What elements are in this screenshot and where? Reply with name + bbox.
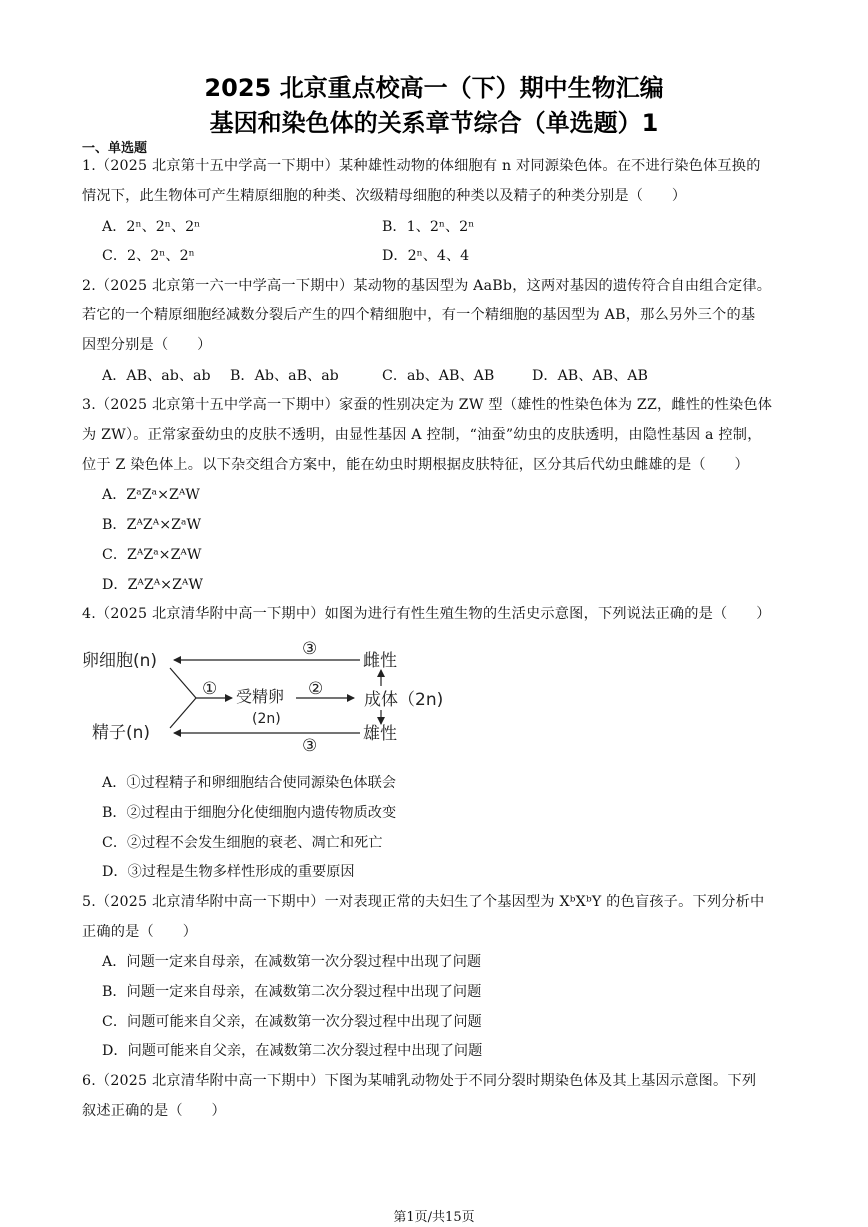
step-2-label: ② — [308, 679, 324, 699]
page-title: 2025 北京重点校高一（下）期中生物汇编 — [204, 74, 664, 102]
question-text: 因型分别是（ ） — [82, 337, 212, 353]
option-d[interactable]: D．ZᴬZᴬ×ZᴬW — [102, 577, 203, 593]
option-b[interactable]: B．1、2ⁿ、2ⁿ — [382, 219, 475, 235]
option-b[interactable]: B．②过程由于细胞分化使细胞内遗传物质改变 — [102, 805, 397, 821]
question-text: 位于 Z 染色体上。以下杂交组合方案中，能在幼虫时期根据皮肤特征，区分其后代幼虫雌雄的是（ ） — [82, 457, 749, 473]
question-text: 若它的一个精原细胞经减数分裂后产生的四个精细胞中，有一个精细胞的基因型为 AB，那么另外三个的基 — [82, 307, 756, 323]
step-3-bottom-label: ③ — [302, 736, 318, 754]
option-d[interactable]: D．问题可能来自父亲，在减数第二次分裂过程中出现了问题 — [102, 1043, 483, 1059]
male-label: 雄性 — [363, 724, 397, 744]
option-c[interactable]: C．ZᴬZᵃ×ZᴬW — [102, 547, 202, 563]
option-c[interactable]: C．问题可能来自父亲，在减数第一次分裂过程中出现了问题 — [102, 1014, 482, 1030]
question-text: 正确的是（ ） — [82, 924, 198, 940]
question-text: 4.（2025 北京清华附中高一下期中）如图为进行有性生殖生物的生活史示意图，下列说法正确的是（ ） — [82, 606, 771, 622]
fertilization-lines — [170, 668, 196, 728]
option-a[interactable]: A．①过程精子和卵细胞结合使同源染色体联会 — [102, 775, 396, 791]
option-b[interactable]: B．Ab、aB、ab — [230, 368, 339, 384]
question-text: 3.（2025 北京第十五中学高一下期中）家蚕的性别决定为 ZW 型（雄性的性染色体为 ZZ，雌性的性染色体 — [82, 397, 773, 413]
page-footer: 第1页/共15页 — [393, 1210, 475, 1225]
question-text: 情况下，此生物体可产生精原细胞的种类、次级精母细胞的种类以及精子的种类分别是（ ） — [82, 188, 687, 204]
question-text: 6.（2025 北京清华附中高一下期中）下图为某哺乳动物处于不同分裂时期染色体及其上基因示意图。下列 — [82, 1073, 757, 1089]
zygote-ploidy-label: (2n) — [252, 711, 281, 727]
option-d[interactable]: D．③过程是生物多样性形成的重要原因 — [102, 864, 355, 880]
option-a[interactable]: A．ZᵃZᵃ×ZᴬW — [102, 487, 200, 503]
section-label: 一、单选题 — [82, 141, 148, 156]
option-b[interactable]: B．ZᴬZᴬ×ZᵃW — [102, 517, 202, 533]
sperm-label: 精子(n) — [92, 723, 151, 743]
adult-label: 成体（2n) — [364, 690, 444, 710]
option-d[interactable]: D．2ⁿ、4、4 — [382, 248, 470, 264]
life-cycle-diagram — [78, 632, 458, 754]
step-3-top-label: ③ — [302, 639, 318, 659]
option-a[interactable]: A．问题一定来自母亲，在减数第一次分裂过程中出现了问题 — [102, 954, 482, 970]
option-b[interactable]: B．问题一定来自母亲，在减数第二次分裂过程中出现了问题 — [102, 984, 482, 1000]
egg-label: 卵细胞(n) — [82, 651, 158, 671]
option-c[interactable]: C．②过程不会发生细胞的衰老、凋亡和死亡 — [102, 835, 383, 851]
option-a[interactable]: A．AB、ab、ab — [102, 368, 211, 384]
option-a[interactable]: A．2ⁿ、2ⁿ、2ⁿ — [102, 219, 201, 235]
question-text: 为 ZW）。正常家蚕幼虫的皮肤不透明，由显性基因 A 控制，“油蚕”幼虫的皮肤透明，由隐性基因 a 控制， — [82, 427, 762, 443]
page-subtitle: 基因和染色体的关系章节综合（单选题）1 — [209, 109, 659, 137]
option-d[interactable]: D．AB、AB、AB — [532, 368, 648, 384]
question-text: 2.（2025 北京第一六一中学高一下期中）某动物的基因型为 AaBb，这两对基因的遗传符合自由组合定律。 — [82, 278, 772, 294]
zygote-label: 受精卵 — [236, 687, 285, 706]
question-text: 5.（2025 北京清华附中高一下期中）一对表现正常的夫妇生了个基因型为 XᵇXᵇY 的色盲孩子。下列分析中 — [82, 894, 765, 910]
step-1-label: ① — [202, 679, 218, 699]
female-label: 雌性 — [363, 651, 397, 671]
question-text: 叙述正确的是（ ） — [82, 1103, 226, 1119]
option-c[interactable]: C．ab、AB、AB — [382, 368, 495, 384]
question-text: 1.（2025 北京第十五中学高一下期中）某种雄性动物的体细胞有 n 对同源染色体。在不进行染色体互换的 — [82, 158, 761, 174]
option-c[interactable]: C．2、2ⁿ、2ⁿ — [102, 248, 195, 264]
